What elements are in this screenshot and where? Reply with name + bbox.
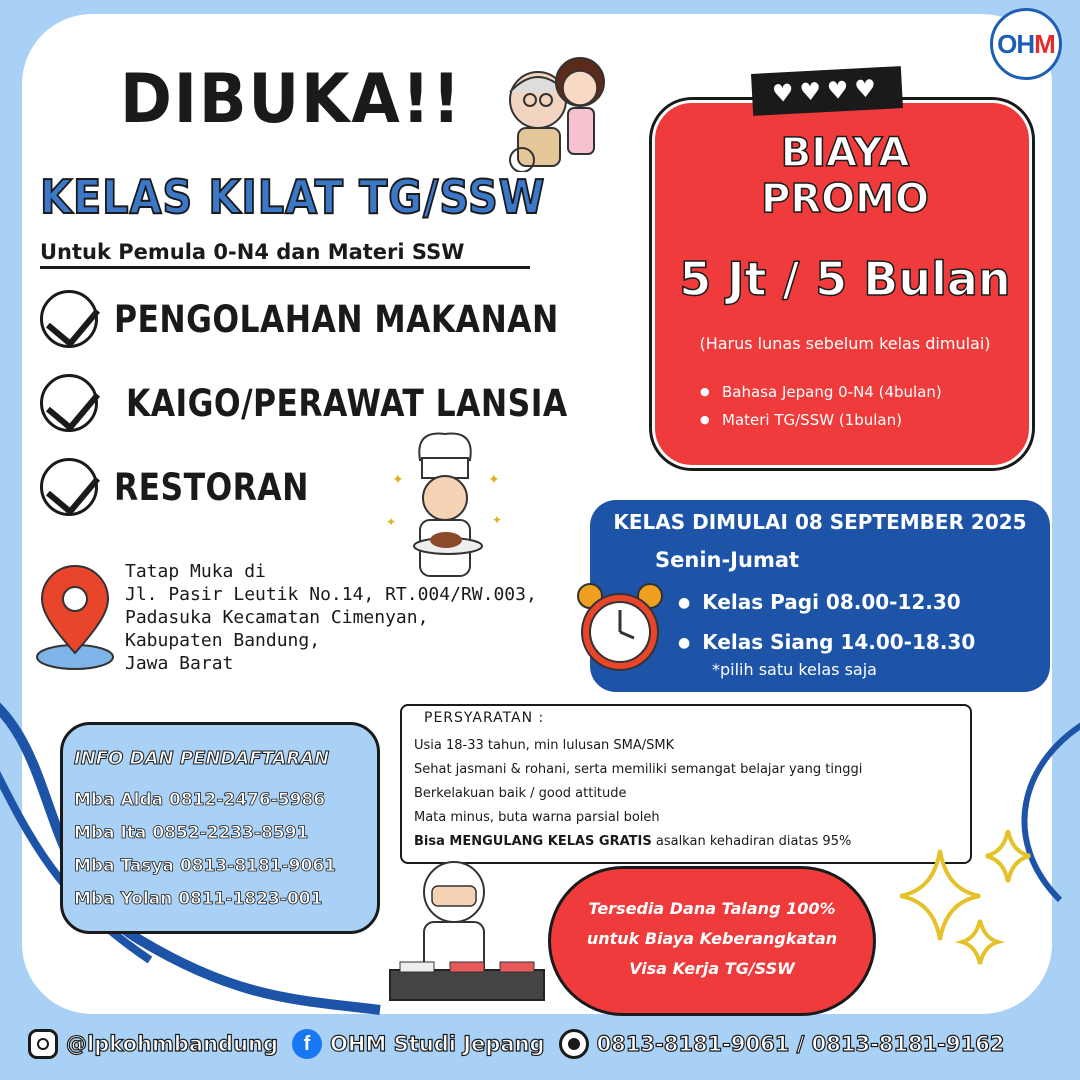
ohm-logo [990,8,1062,80]
food-worker-illustration [388,852,548,1002]
chef-illustration [380,420,510,580]
requirement-bold: Bisa MENGULANG KELAS GRATIS [414,834,652,849]
logo-m: M [1034,28,1055,59]
requirements-title: PERSYARATAN : [424,710,545,726]
address-text: Tatap Muka di Jl. Pasir Leutik No.14, RT.004/RW.003, Padasuka Kecamatan Cimenyan, Kabupaten Bandung, Jawa Barat [125,561,537,674]
schedule-class: ● Kelas Pagi 08.00-12.30 [678,590,961,614]
promo-bullet-list [700,378,942,434]
promo-title-line1: BIAYA [780,130,910,176]
check-icon [40,458,98,516]
promo-note: (Harus lunas sebelum kelas dimulai) [699,334,991,353]
footer-bar [28,1022,1068,1066]
svg-text:✦: ✦ [488,472,500,488]
facebook-page[interactable]: OHM Studi Jepang [330,1032,545,1056]
svg-text:✦: ✦ [386,515,397,529]
contact-line: Mba Ita 0852-2233-8591 [74,823,309,843]
schedule-title: KELAS DIMULAI 08 SEPTEMBER 2025 [613,510,1027,534]
class-title: KELAS KILAT TG/SSW [40,170,546,224]
requirement-rest: asalkan kehadiran diatas 95% [651,834,852,849]
sparkle-icon [900,830,1040,980]
location-pin-icon [30,565,120,675]
info-title: INFO DAN PENDAFTARAN [74,748,330,769]
check-icon [40,290,98,348]
field-item [40,458,343,516]
requirement-item: Mata minus, buta warna parsial boleh [414,810,660,825]
requirement-item [414,834,851,849]
field-item [40,290,637,348]
schedule-class: ● Kelas Siang 14.00-18.30 [678,630,975,654]
promo-bullet: ● Materi TG/SSW (1bulan) [700,406,942,434]
contact-line: Mba Yolan 0811-1823-001 [74,889,323,909]
requirement-item: Usia 18-33 tahun, min lulusan SMA/SMK [414,738,675,753]
promo-tape: ♥♥♥♥ [751,66,903,116]
promo-title [660,130,1030,222]
funding-line: Visa Kerja TG/SSW [629,959,795,978]
logo-h: H [1016,28,1035,59]
field-label: PENGOLAHAN MAKANAN [114,297,559,341]
funding-text [556,894,868,984]
class-subtitle: Untuk Pemula 0-N4 dan Materi SSW [40,240,530,269]
contact-line: Mba Alda 0812-2476-5986 [74,790,326,810]
requirement-item: Sehat jasmani & rohani, serta memiliki semangat belajar yang tinggi [414,762,863,777]
field-label: KAIGO/PERAWAT LANSIA [126,381,568,425]
headline: DIBUKA!! [120,60,463,139]
funding-line: untuk Biaya Keberangkatan [586,929,838,948]
promo-title-line2: PROMO [761,176,929,222]
instagram-handle[interactable]: @lpkohmbandung [66,1032,279,1056]
instagram-icon[interactable] [28,1029,58,1059]
field-item [40,374,646,432]
whatsapp-numbers[interactable]: 0813-8181-9061 / 0813-8181-9162 [596,1032,1005,1056]
svg-text:✦: ✦ [392,472,404,488]
schedule-days: Senin-Jumat [655,548,800,572]
check-icon [40,374,98,432]
facebook-icon[interactable]: f [292,1029,322,1059]
schedule-footnote: *pilih satu kelas saja [712,660,877,679]
funding-line: Tersedia Dana Talang 100% [588,899,836,918]
whatsapp-icon[interactable] [559,1029,589,1059]
promo-price: 5 Jt / 5 Bulan [679,252,1011,306]
caregiver-illustration [488,42,618,172]
logo-o: O [997,28,1017,59]
svg-text:✦: ✦ [492,513,503,527]
requirement-item: Berkelakuan baik / good attitude [414,786,627,801]
field-label: RESTORAN [114,465,309,509]
contact-line: Mba Tasya 0813-8181-9061 [74,856,336,876]
promo-bullet: ● Bahasa Jepang 0-N4 (4bulan) [700,378,942,406]
alarm-clock-icon [570,576,670,676]
